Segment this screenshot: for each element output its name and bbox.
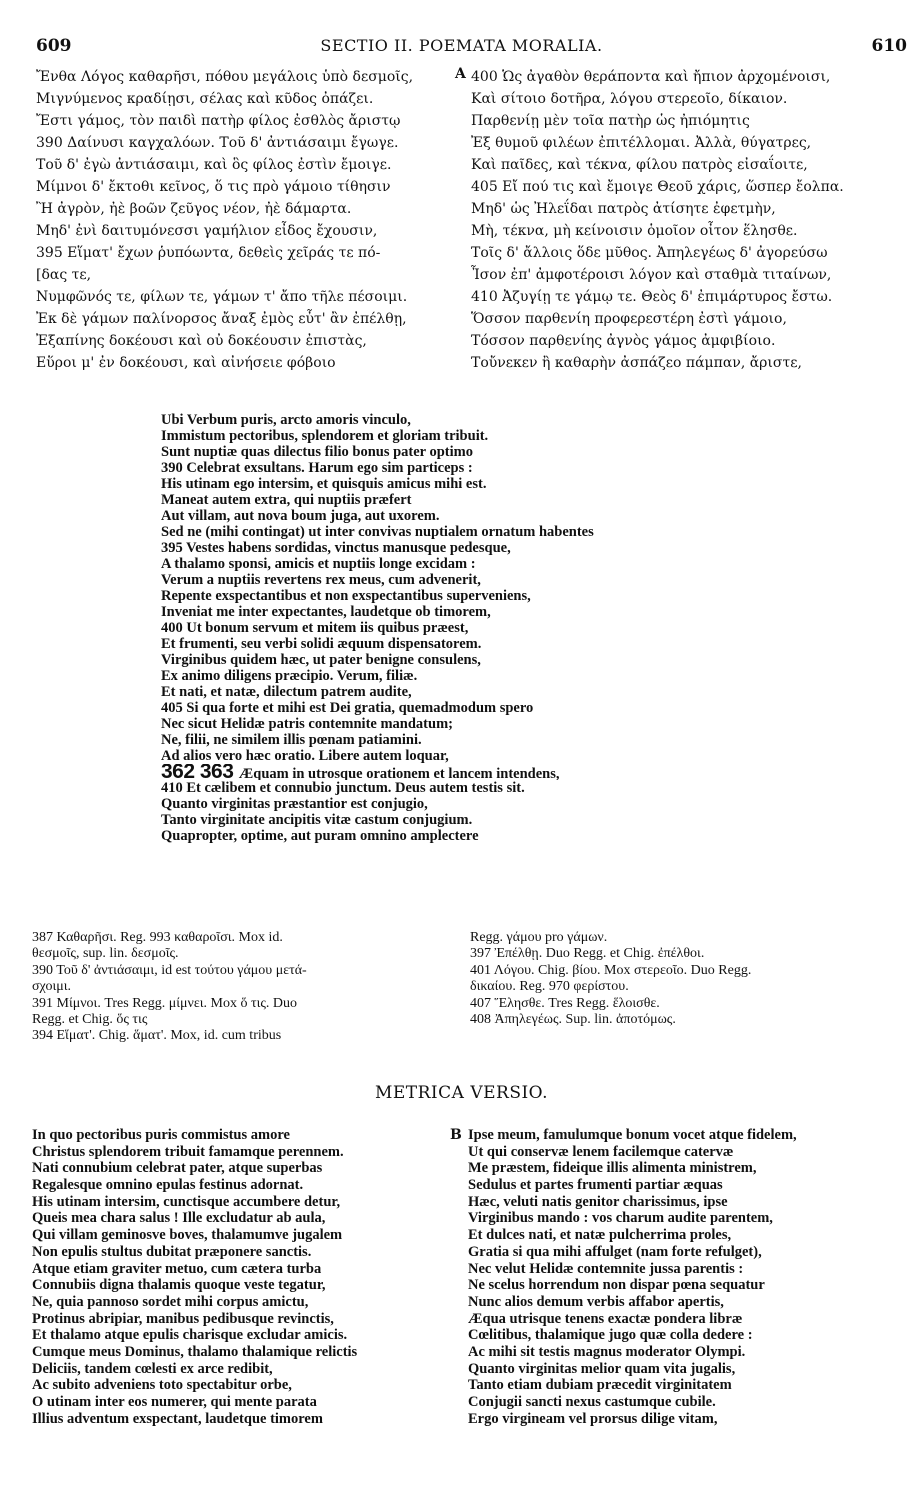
greek-left-line: Ἐκ δὲ γάμων παλίνορσος ἄναξ ἐμὸς εὖτ' ἂν ἐπέλθῃ, — [36, 311, 407, 327]
metrica-left-line: Ne, quia pannoso sordet mihi corpus amictu, — [32, 1293, 309, 1310]
latin-line: Repente exspectantibus et non exspectantibus superveniens, — [161, 588, 531, 604]
metrica-right-line: Nunc alios demum verbis affabor apertis, — [468, 1293, 724, 1310]
latin-line: Sed ne (mihi contingat) ut inter convivas nuptialem ornatum habentes — [161, 524, 594, 540]
metrica-left-line: Regalesque omnino epulas festinus adornat. — [32, 1177, 304, 1194]
latin-line: Ex animo diligens præcipio. Verum, filiæ. — [161, 668, 418, 684]
latin-line: Virginibus quidem hæc, ut pater benigne consulens, — [161, 652, 481, 668]
latin-line: Ad alios vero hæc oratio. Libere autem loquar, — [161, 748, 449, 764]
metrica-left-line: Illius adventum exspectant, laudetque timorem — [32, 1410, 323, 1427]
notes-left-line: θεσμοῖς, sup. lin. δεσμοῖς. — [32, 946, 179, 962]
greek-right-line: Ἐξ θυμοῦ φιλέων ἐπιτέλλομαι. Ἀλλὰ, θύγατρες, — [471, 135, 812, 151]
metrica-right-line: Quanto virginitas melior quam vita jugalis, — [468, 1360, 736, 1377]
metrica-left-line: Et thalamo atque epulis charisque excludar amicis. — [32, 1327, 348, 1344]
running-title: SECTIO II. POEMATA MORALIA. — [320, 36, 603, 55]
greek-right-line: Μηδ' ὡς Ἠλεΐδαι πατρὸς ἀτίσητε ἐφετμὴν, — [471, 201, 776, 217]
notes-left-line: σχοιμι. — [32, 979, 71, 995]
metrica-left-line: Ac subito adveniens toto spectabitur orbe, — [32, 1377, 292, 1394]
latin-line: Aut villam, aut nova boum juga, aut uxorem. — [161, 508, 440, 524]
metrica-left-line: Non epulis stultus dubitat præponere sanctis. — [32, 1243, 312, 1260]
greek-right-line: Τοῖς δ' ἄλλοις ὅδε μῦθος. Ἀπηλεγέως δ' ἀγορεύσω — [471, 245, 828, 261]
notes-right-line: 407 Ἕλησθε. Tres Regg. ἕλοισθε. — [470, 995, 660, 1011]
greek-right-line: 410 Ἀζυγίῃ τε γάμῳ τε. Θεὸς δ' ἐπιμάρτυρος ἔστω. — [471, 289, 833, 305]
greek-right-line: Καὶ σίτοιο δοτῆρα, λόγου στερεοῖο, δίκαιον. — [471, 91, 788, 107]
metrica-right-line: Conjugii sancti nexus castumque cubile. — [468, 1394, 716, 1410]
greek-text-right — [471, 66, 911, 374]
latin-line: Immistum pectoribus, splendorem et gloriam tribuit. — [161, 428, 489, 444]
metrica-left-line: In quo pectoribus puris commistus amore — [32, 1127, 290, 1143]
greek-left-line: Ἢ ἀγρὸν, ἠὲ βοῶν ζεῦγος νέον, ἠὲ δάμαρτα. — [36, 201, 352, 217]
metrica-left-line: O utinam inter eos numerer, qui mente parata — [32, 1394, 317, 1410]
greek-left-line: Μηδ' ἐνὶ δαιτυμόνεσσι γαμήλιον εἶδος ἔχουσιν, — [36, 223, 378, 239]
notes-left-line: 390 Τοῦ δ' ἀντιάσαιμι, id est τούτου γάμου μετά- — [32, 962, 307, 978]
metrica-right-line: Ut qui conservæ lenem facilemque catervæ — [468, 1143, 734, 1160]
page-reference: 362 363 — [161, 764, 239, 780]
latin-line: Tanto virginitate ancipitis vitæ castum conjugium. — [161, 812, 473, 828]
notes-right-line: 397 Ἐπέλθῃ. Duo Regg. et Chig. ἐπέλθοι. — [470, 946, 705, 962]
metrica-left-line: Cumque meus Dominus, thalamo thalamique relictis — [32, 1343, 358, 1360]
metrica-right-line: Tanto etiam dubiam præcedit virginitatem — [468, 1377, 732, 1394]
latin-line: Ne, filii, ne similem illis pœnam patiamini. — [161, 732, 422, 748]
metrica-left-line: Christus splendorem tribuit famamque perennem. — [32, 1143, 344, 1160]
latin-line: 400 Ut bonum servum et mitem iis quibus præest, — [161, 620, 469, 636]
latin-line: Et frumenti, seu verbi solidi æquum dispensatorem. — [161, 636, 482, 652]
metrica-left-line: Connubiis digna thalamis quoque veste tegatur, — [32, 1277, 326, 1294]
metrica-right-line: Cœlitibus, thalamique jugo quæ colla dedere : — [468, 1327, 753, 1344]
metrica-left-line: Nati connubium celebrat pater, atque superbas — [32, 1160, 323, 1177]
latin-translation — [161, 412, 781, 844]
metrica-right-line: Ac mihi sit testis magnus moderator Olympi. — [468, 1343, 746, 1360]
latin-line: 362 363 Æquam in utrosque orationem et lancem intendens, — [161, 764, 781, 780]
metrica-right-line: Ipse meum, famulumque bonum vocet atque fidelem, — [468, 1127, 797, 1143]
latin-line: Maneat autem extra, qui nuptiis præfert — [161, 492, 412, 508]
metrica-right-line: Gratia si qua mihi affulget (nam forte refulget), — [468, 1243, 762, 1260]
page-header — [0, 36, 923, 60]
metrica-left-line: Protinus abripiar, manibus pedibusque revinctis, — [32, 1310, 334, 1327]
metrica-left-line: Qui villam geminosve boves, thalamumve jugalem — [32, 1227, 343, 1244]
metrica-right-line: Et dulces nati, et natæ pulcherrima proles, — [468, 1227, 732, 1244]
footnotes-right — [470, 930, 910, 1028]
notes-left-line: 387 Καθαρῆσι. Reg. 993 καθαροῖσι. Mox id. — [32, 930, 283, 945]
metrica-left-line: Queis mea chara salus ! Ille excludatur ab aula, — [32, 1210, 326, 1227]
metrica-left-line: Deliciis, tandem cœlesti ex arce redibit, — [32, 1360, 273, 1377]
metrica-right-line: Hæc, veluti natis genitor charissimus, ipse — [468, 1193, 728, 1210]
column-marker-a: A — [455, 66, 466, 82]
latin-line: 395 Vestes habens sordidas, vinctus manusque pedesque, — [161, 540, 511, 556]
metrica-versio-heading: METRICA VERSIO. — [374, 1083, 549, 1103]
latin-line: Nec sicut Helidæ patris contemnite mandatum; — [161, 716, 453, 732]
metrica-right-line: Me præstem, fideique illis alimenta ministrem, — [468, 1160, 757, 1177]
notes-right-line: 401 Λόγου. Chig. βίου. Mox στερεοῖο. Duo Regg. — [470, 962, 752, 978]
latin-line: 405 Si qua forte et mihi est Dei gratia, quemadmodum spero — [161, 700, 534, 716]
greek-left-line: Μίμνοι δ' ἔκτοθι κεῖνος, ὅ τις πρὸ γάμοιο τίθησιν — [36, 179, 391, 195]
latin-line: Inveniat me inter expectantes, laudetque ob timorem, — [161, 604, 491, 620]
metrica-versio-left — [32, 1127, 452, 1427]
notes-right-line: Regg. γάμου pro γάμων. — [470, 930, 608, 945]
greek-left-line: Εὕροι μ' ἐν δοκέουσι, καὶ αἰνήσειε φόβοιο — [36, 355, 336, 371]
latin-line: His utinam ego intersim, et quisquis amicus mihi est. — [161, 476, 487, 492]
metrica-left-line: Atque etiam graviter metuo, cum cætera turba — [32, 1260, 322, 1277]
metrica-right-line: Ergo virgineam vel prorsus dilige vitam, — [468, 1410, 718, 1427]
metrica-right-line: Nec velut Helidæ contemnite jussa parentis : — [468, 1260, 744, 1277]
greek-left-line: Ἔστι γάμος, τὸν παιδὶ πατὴρ φίλος ἐσθλὸς ἄριστῳ — [36, 113, 401, 129]
notes-left-line: 394 Εἵματ'. Chig. ἅματ'. Mox, id. cum tribus — [32, 1028, 282, 1044]
greek-left-line: 395 Εἵματ' ἔχων ῥυπόωντα, δεθεὶς χεῖράς τε πό- — [36, 245, 381, 261]
greek-left-line: Τοῦ δ' ἐγὼ ἀντιάσαιμι, καὶ ὃς φίλος ἐστὶν ἔμοιγε. — [36, 157, 392, 173]
greek-text-left — [36, 66, 456, 374]
greek-right-line: 400 Ὡς ἀγαθὸν θεράποντα καὶ ἤπιον ἀρχομένοισι, — [471, 69, 831, 85]
latin-line: Quapropter, optime, aut puram omnino amplectere — [161, 828, 479, 844]
greek-right-line: Ἶσον ἐπ' ἀμφοτέροισι λόγον καὶ σταθμὰ τιταίνων, — [471, 267, 832, 283]
notes-left-line: 391 Μίμνοι. Tres Regg. μίμνει. Mox ὅ τις. Duo — [32, 995, 298, 1011]
metrica-right-line: Ne scelus horrendum non dispar pœna sequatur — [468, 1277, 765, 1294]
greek-right-line: Μὴ, τέκνα, μὴ κείνοισιν ὁμοῖον οἶτον ἕλησθε. — [471, 223, 798, 239]
metrica-right-line: Virginibus mando : vos charum audite parentem, — [468, 1210, 773, 1227]
latin-line: 390 Celebrat exsultans. Harum ego sim particeps : — [161, 460, 473, 476]
latin-line: Quanto virginitas præstantior est conjugio, — [161, 796, 428, 812]
greek-right-line: 405 Εἴ πού τις καὶ ἔμοιγε Θεοῦ χάρις, ὥσπερ ἔολπα. — [471, 179, 844, 195]
notes-right-line: 408 Ἀπηλεγέως. Sup. lin. ἀποτόμως. — [470, 1011, 676, 1027]
latin-line: A thalamo sponsi, amicis et nuptiis longe excidam : — [161, 556, 476, 572]
footnotes-left — [32, 930, 462, 1045]
notes-right-line: δικαίου. Reg. 970 φερίστου. — [470, 979, 629, 995]
greek-right-line: Καὶ παῖδες, καὶ τέκνα, φίλου πατρὸς εἰσαΐοιτε, — [471, 157, 808, 173]
greek-left-line: [δας τε, — [36, 267, 92, 283]
greek-right-line: Ὅσσον παρθενίη προφερεστέρη ἐστὶ γάμοιο, — [471, 311, 787, 327]
greek-right-line: Παρθενίῃ μὲν τοῖα πατὴρ ὡς ἠπιόμητις — [471, 113, 750, 129]
latin-line: Verum a nuptiis revertens rex meus, cum advenerit, — [161, 572, 481, 588]
greek-left-line: Νυμφῶνός τε, φίλων τε, γάμων τ' ἄπο τῆλε πέσοιμι. — [36, 289, 408, 305]
latin-line: Sunt nuptiæ quas dilectus filio bonus pater optimo — [161, 444, 473, 460]
column-marker-b: B — [450, 1127, 462, 1143]
page-number-right: 610 — [871, 36, 907, 56]
latin-line: Ubi Verbum puris, arcto amoris vinculo, — [161, 412, 411, 428]
greek-right-line: Τόσσον παρθενίης ἀγνὸς γάμος ἀμφιβίοιο. — [471, 333, 776, 349]
latin-line: Et nati, et natæ, dilectum patrem audite, — [161, 684, 412, 700]
greek-left-line: Ἐξαπίνης δοκέουσι καὶ οὐ δοκέουσιν ἐπιστὰς, — [36, 333, 367, 349]
page-number-left: 609 — [36, 36, 72, 56]
metrica-right-line: Æqua utrisque tenens exactæ pondera libræ — [468, 1310, 743, 1327]
latin-line: 410 Et cælibem et connubio junctum. Deus autem testis sit. — [161, 780, 525, 796]
greek-left-line: Ἔνθα Λόγος καθαρῆσι, πόθου μεγάλοις ὑπὸ δεσμοῖς, — [36, 69, 414, 85]
metrica-left-line: His utinam intersim, cunctisque accumbere detur, — [32, 1193, 341, 1210]
metrica-right-line: Sedulus et partes frumenti partiar æquas — [468, 1177, 723, 1194]
greek-right-line: Τοὔνεκεν ἢ καθαρὴν ἀσπάζεο πάμπαν, ἄριστε, — [471, 355, 802, 371]
metrica-versio-right — [468, 1127, 913, 1427]
notes-left-line: Regg. et Chig. ὅς τις — [32, 1011, 148, 1027]
greek-left-line: Μιγνύμενος κραδίῃσι, σέλας καὶ κῦδος ὀπάζει. — [36, 91, 374, 107]
greek-left-line: 390 Δαίνυσι καγχαλόων. Τοῦ δ' ἀντιάσαιμι ἔγωγε. — [36, 135, 399, 151]
